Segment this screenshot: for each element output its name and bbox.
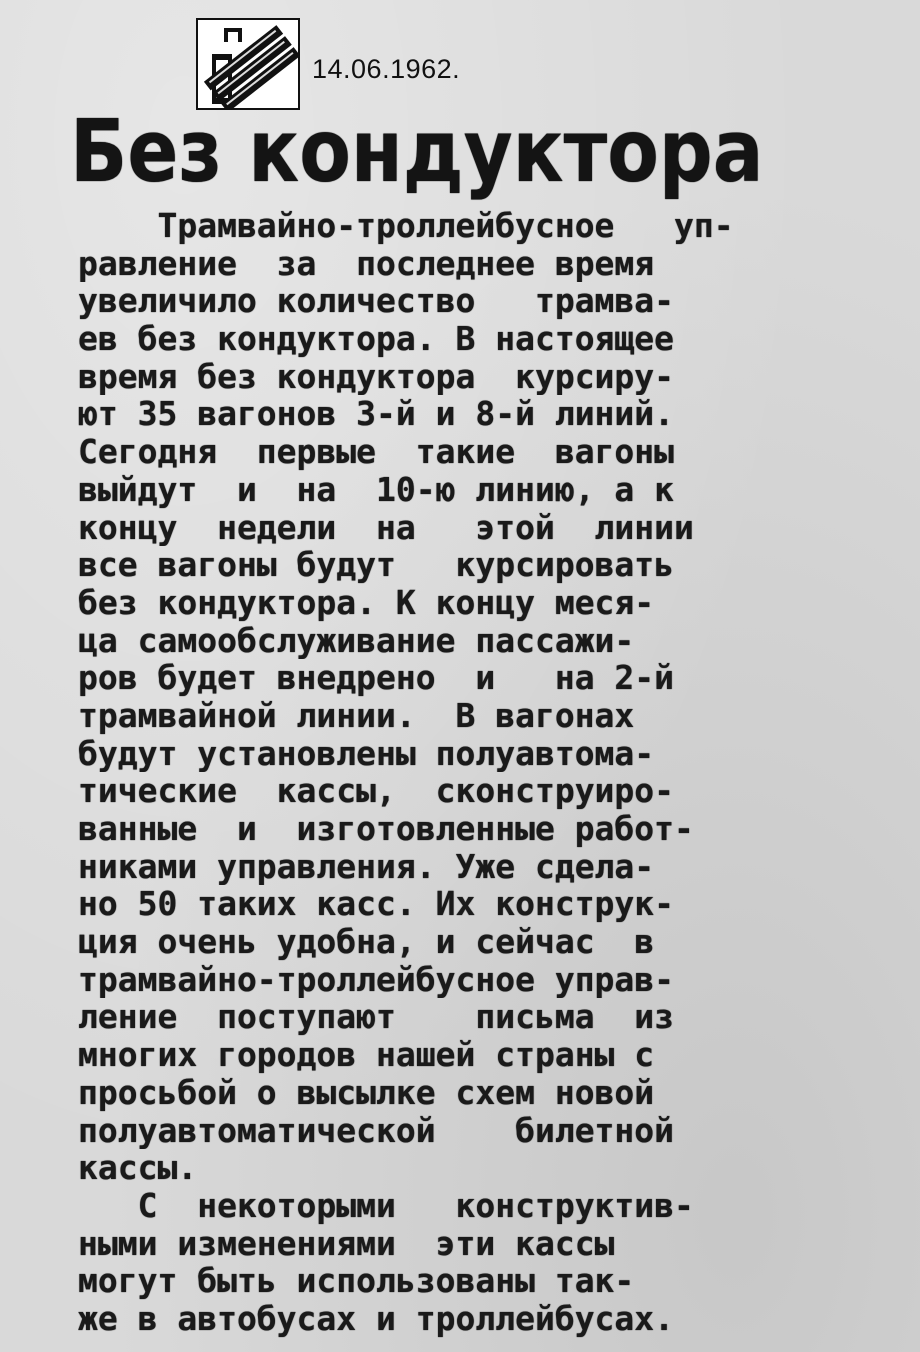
article-body bbox=[78, 207, 890, 1338]
article-line: ров будет внедрено и на 2-й bbox=[78, 659, 675, 697]
article-line: ление поступают письма из bbox=[78, 998, 675, 1037]
article-line: ев без кондуктора. В настоящее bbox=[78, 320, 675, 358]
article-line: ванные и изготовленные работ- bbox=[78, 810, 694, 848]
article-line: просьбой о высылке схем новой bbox=[78, 1073, 655, 1112]
article-line: все вагоны будут курсировать bbox=[78, 546, 675, 584]
article-line: ция очень удобна, и сейчас в bbox=[78, 923, 655, 961]
article-line: трамвайно-троллейбусное управ- bbox=[78, 960, 675, 999]
article-line: без кондуктора. К концу меся- bbox=[78, 583, 655, 622]
article-line: полуавтоматической билетной bbox=[78, 1111, 675, 1150]
article-line: ными изменениями эти кассы bbox=[78, 1224, 615, 1263]
article-line: концу недели на этой линии bbox=[78, 508, 694, 547]
article-line: выйдут и на 10-ю линию, а к bbox=[78, 470, 675, 509]
article-line: равление за последнее время bbox=[78, 244, 655, 283]
article-line: ют 35 вагонов 3-й и 8-й линий. bbox=[78, 395, 675, 434]
article-line: будут установлены полуавтома- bbox=[78, 734, 655, 773]
article-line: никами управления. Уже сдела- bbox=[78, 847, 655, 886]
publication-date: 14.06.1962. bbox=[312, 54, 461, 84]
article-line: кассы. bbox=[78, 1149, 198, 1187]
article-line: но 50 таких касс. Их конструк- bbox=[78, 885, 675, 924]
article-line: тические кассы, сконструиро- bbox=[78, 772, 675, 810]
article-line: же в автобусах и троллейбусах. bbox=[78, 1299, 675, 1338]
article-line: ца самообслуживание пассажи- bbox=[78, 621, 635, 660]
article-headline: Без кондуктора bbox=[70, 101, 764, 202]
article-line: Трамвайно-троллейбусное уп- bbox=[78, 207, 734, 245]
article-line: время без кондуктора курсиру- bbox=[78, 357, 675, 396]
article-line: трамвайной линии. В вагонах bbox=[78, 696, 635, 735]
article-line: могут быть использованы так- bbox=[78, 1262, 635, 1300]
newspaper-logo bbox=[196, 18, 300, 110]
logo-graphic bbox=[198, 20, 298, 108]
article-line: Сегодня первые такие вагоны bbox=[78, 433, 675, 471]
article-line: многих городов нашей страны с bbox=[78, 1036, 655, 1074]
article-line: увеличило количество трамва- bbox=[78, 282, 675, 321]
article-line: С некоторыми конструктив- bbox=[78, 1186, 694, 1225]
